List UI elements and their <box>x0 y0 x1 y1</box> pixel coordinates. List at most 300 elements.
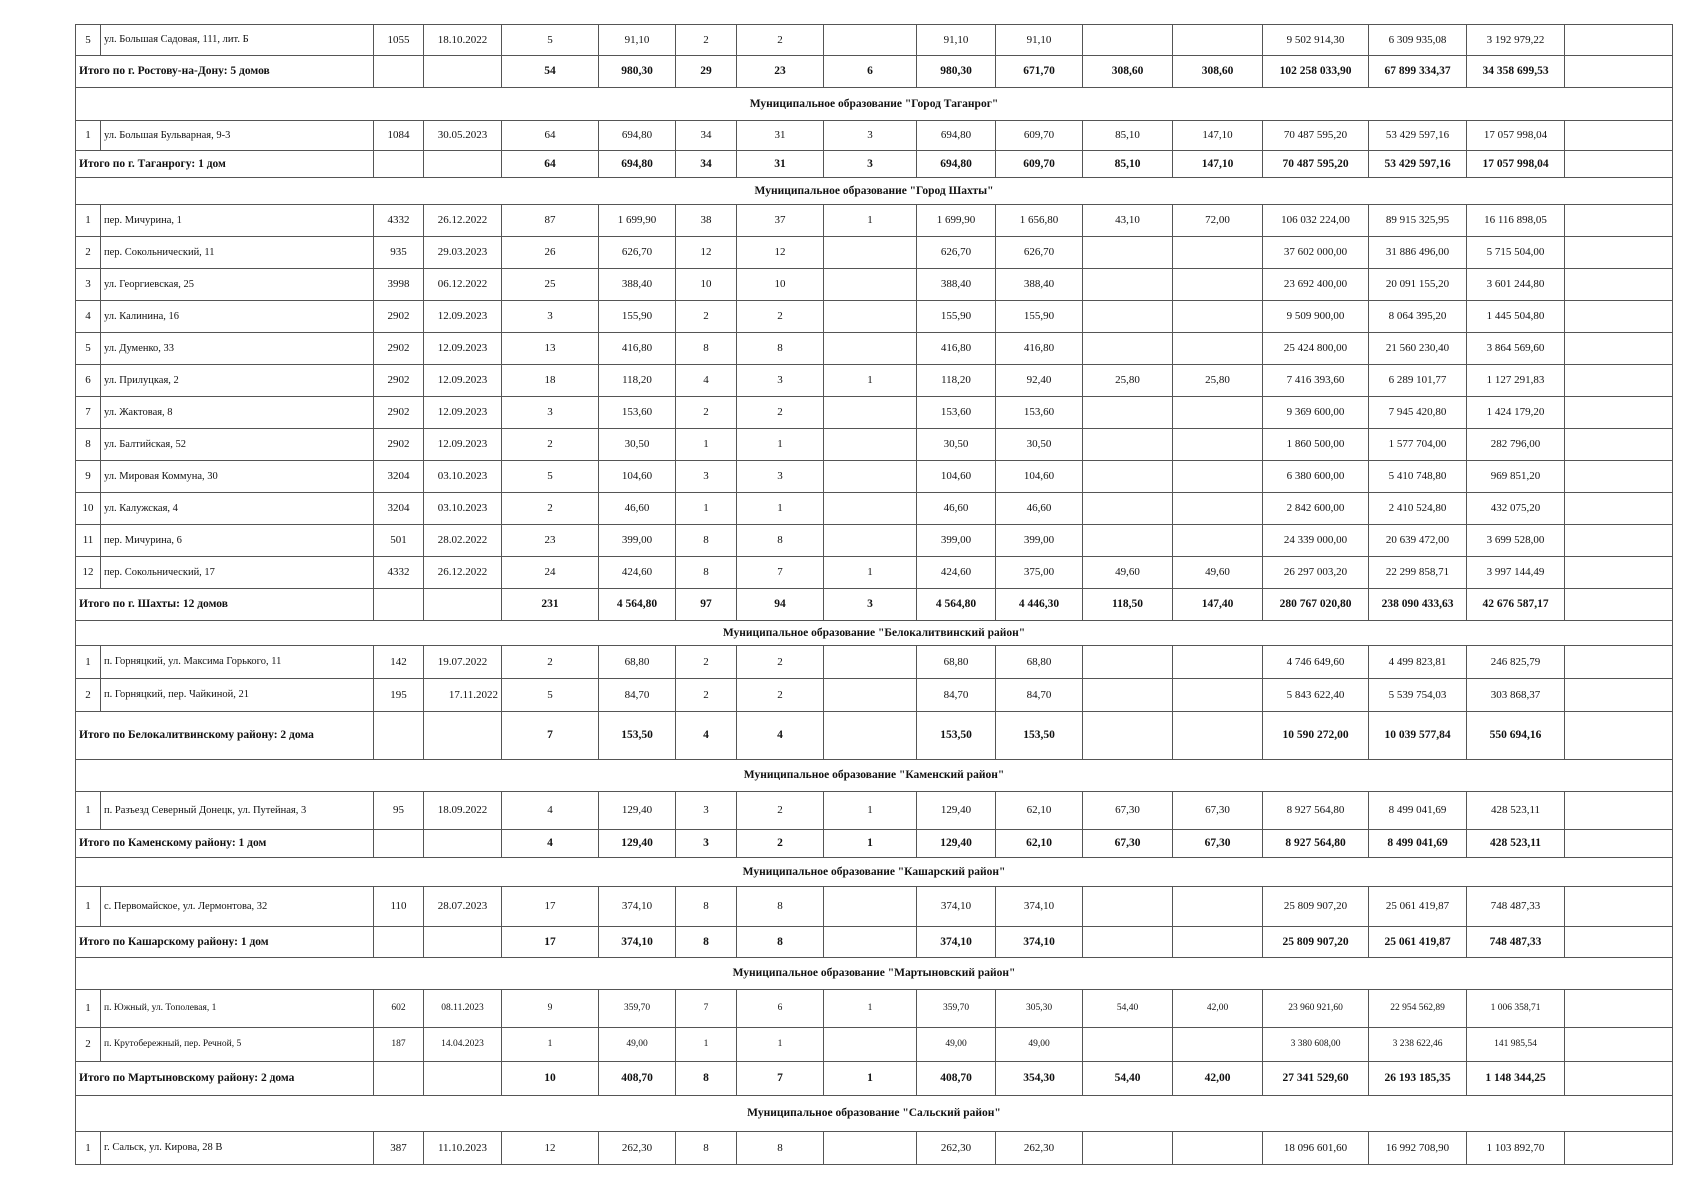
total-cell: 7 <box>502 712 599 760</box>
municipality-header-row <box>76 958 1673 990</box>
table-cell <box>1173 333 1263 365</box>
table-cell: 18 096 601,60 <box>1263 1132 1369 1165</box>
table-cell <box>1173 397 1263 429</box>
table-cell: 14.04.2023 <box>424 1028 502 1062</box>
table-cell: 3204 <box>374 461 424 493</box>
total-row <box>76 56 1673 88</box>
address-cell: ул. Прилуцкая, 2 <box>101 365 374 397</box>
table-cell: 68,80 <box>599 646 676 679</box>
total-cell <box>424 712 502 760</box>
total-cell: 67,30 <box>1173 830 1263 858</box>
table-cell: 8 <box>676 333 737 365</box>
municipality-header-row <box>76 88 1673 121</box>
table-cell <box>1173 25 1263 56</box>
municipality-header-row <box>76 858 1673 887</box>
table-cell: 2 <box>676 301 737 333</box>
table-cell: 1 103 892,70 <box>1467 1132 1565 1165</box>
table-row <box>76 205 1673 237</box>
table-row <box>76 679 1673 712</box>
table-cell: 1 <box>676 493 737 525</box>
municipality-header-row <box>76 1096 1673 1132</box>
table-cell: 187 <box>374 1028 424 1062</box>
table-cell: 262,30 <box>599 1132 676 1165</box>
table-cell <box>824 333 917 365</box>
table-cell: 62,10 <box>996 792 1083 830</box>
table-cell: 1084 <box>374 121 424 151</box>
table-cell: 18.09.2022 <box>424 792 502 830</box>
total-cell <box>374 927 424 958</box>
table-cell: 4 <box>502 792 599 830</box>
table-cell: 388,40 <box>599 269 676 301</box>
table-cell: 416,80 <box>996 333 1083 365</box>
table-cell <box>1565 25 1673 56</box>
housing-table <box>75 24 1673 1165</box>
table-cell: 12.09.2023 <box>424 301 502 333</box>
table-cell: 2902 <box>374 301 424 333</box>
table-cell: 1 <box>824 365 917 397</box>
table-row <box>76 792 1673 830</box>
total-row <box>76 712 1673 760</box>
table-cell: 6 380 600,00 <box>1263 461 1369 493</box>
row-number: 5 <box>76 25 101 56</box>
total-cell <box>1565 712 1673 760</box>
total-cell: 118,50 <box>1083 589 1173 621</box>
table-cell <box>1565 269 1673 301</box>
total-cell: 694,80 <box>917 151 996 178</box>
total-cell <box>424 589 502 621</box>
table-cell: 153,60 <box>996 397 1083 429</box>
table-cell: 53 429 597,16 <box>1369 121 1467 151</box>
table-cell: 46,60 <box>996 493 1083 525</box>
table-cell <box>1083 679 1173 712</box>
table-cell: 8 <box>676 1132 737 1165</box>
table-cell <box>1565 365 1673 397</box>
table-cell: 46,60 <box>917 493 996 525</box>
table-cell: 153,60 <box>917 397 996 429</box>
row-number: 2 <box>76 237 101 269</box>
total-cell <box>1173 712 1263 760</box>
table-cell: 1 <box>824 205 917 237</box>
table-cell <box>1565 429 1673 461</box>
table-cell: 2 <box>737 25 824 56</box>
table-cell: 16 116 898,05 <box>1467 205 1565 237</box>
table-cell <box>1173 646 1263 679</box>
table-cell: 22 954 562,89 <box>1369 990 1467 1028</box>
table-row <box>76 269 1673 301</box>
row-number: 5 <box>76 333 101 365</box>
total-cell <box>374 1062 424 1096</box>
table-cell: 1 127 291,83 <box>1467 365 1565 397</box>
total-label: Итого по г. Шахты: 12 домов <box>76 589 374 621</box>
total-cell <box>424 830 502 858</box>
table-cell: 42,00 <box>1173 990 1263 1028</box>
total-cell: 17 057 998,04 <box>1467 151 1565 178</box>
table-cell <box>1565 237 1673 269</box>
table-cell <box>824 493 917 525</box>
total-cell: 8 499 041,69 <box>1369 830 1467 858</box>
table-cell: 2 410 524,80 <box>1369 493 1467 525</box>
total-cell: 238 090 433,63 <box>1369 589 1467 621</box>
table-cell: 28.02.2022 <box>424 525 502 557</box>
municipality-header-row <box>76 621 1673 646</box>
table-cell: 26 297 003,20 <box>1263 557 1369 589</box>
table-cell <box>1565 557 1673 589</box>
total-cell: 17 <box>502 927 599 958</box>
table-cell <box>1565 990 1673 1028</box>
table-cell: 5 843 622,40 <box>1263 679 1369 712</box>
table-cell: 7 416 393,60 <box>1263 365 1369 397</box>
table-cell: 23 960 921,60 <box>1263 990 1369 1028</box>
table-cell <box>1083 1028 1173 1062</box>
address-cell: г. Сальск, ул. Кирова, 28 В <box>101 1132 374 1165</box>
table-cell: 3 <box>502 301 599 333</box>
table-cell: 12 <box>676 237 737 269</box>
table-cell: 3 <box>676 792 737 830</box>
table-cell: 23 692 400,00 <box>1263 269 1369 301</box>
municipality-header: Муниципальное образование "Белокалитвинский район" <box>76 621 1673 646</box>
table-cell: 3 997 144,49 <box>1467 557 1565 589</box>
municipality-header: Муниципальное образование "Каменский район" <box>76 760 1673 792</box>
table-cell <box>1173 525 1263 557</box>
total-cell: 980,30 <box>599 56 676 88</box>
table-cell: 8 <box>676 525 737 557</box>
table-cell: 08.11.2023 <box>424 990 502 1028</box>
total-row <box>76 927 1673 958</box>
table-cell: 68,80 <box>996 646 1083 679</box>
address-cell: пер. Сокольнический, 11 <box>101 237 374 269</box>
address-cell: пер. Мичурина, 1 <box>101 205 374 237</box>
table-cell: 17 057 998,04 <box>1467 121 1565 151</box>
table-cell: 388,40 <box>917 269 996 301</box>
table-cell: 428 523,11 <box>1467 792 1565 830</box>
table-cell: 70 487 595,20 <box>1263 121 1369 151</box>
table-cell: 22 299 858,71 <box>1369 557 1467 589</box>
table-cell: 12.09.2023 <box>424 397 502 429</box>
row-number: 1 <box>76 1132 101 1165</box>
table-cell: 3 380 608,00 <box>1263 1028 1369 1062</box>
table-cell: 30.05.2023 <box>424 121 502 151</box>
total-cell: 67 899 334,37 <box>1369 56 1467 88</box>
table-cell <box>1173 887 1263 927</box>
table-cell <box>1565 1028 1673 1062</box>
table-cell: 12 <box>502 1132 599 1165</box>
table-cell: 2902 <box>374 333 424 365</box>
table-cell: 3 238 622,46 <box>1369 1028 1467 1062</box>
table-cell: 49,00 <box>599 1028 676 1062</box>
table-cell: 282 796,00 <box>1467 429 1565 461</box>
table-cell <box>824 525 917 557</box>
table-cell: 303 868,37 <box>1467 679 1565 712</box>
table-cell: 28.07.2023 <box>424 887 502 927</box>
total-cell: 374,10 <box>996 927 1083 958</box>
table-cell: 147,10 <box>1173 121 1263 151</box>
total-cell <box>424 1062 502 1096</box>
table-cell: 3 <box>502 397 599 429</box>
table-cell: 3 699 528,00 <box>1467 525 1565 557</box>
table-cell: 8 <box>737 887 824 927</box>
row-number: 7 <box>76 397 101 429</box>
table-row <box>76 887 1673 927</box>
total-cell: 4 <box>737 712 824 760</box>
table-cell: 06.12.2022 <box>424 269 502 301</box>
table-cell: 3 <box>737 365 824 397</box>
total-cell: 94 <box>737 589 824 621</box>
table-cell: 3998 <box>374 269 424 301</box>
table-cell: 155,90 <box>917 301 996 333</box>
table-cell: 1055 <box>374 25 424 56</box>
table-cell: 1 <box>824 557 917 589</box>
table-cell: 246 825,79 <box>1467 646 1565 679</box>
table-cell: 29.03.2023 <box>424 237 502 269</box>
total-cell: 85,10 <box>1083 151 1173 178</box>
municipality-header-row <box>76 178 1673 205</box>
table-cell: 85,10 <box>1083 121 1173 151</box>
table-row <box>76 333 1673 365</box>
table-cell <box>1173 1132 1263 1165</box>
table-cell: 969 851,20 <box>1467 461 1565 493</box>
municipality-header: Муниципальное образование "Город Таганрог" <box>76 88 1673 121</box>
total-cell: 62,10 <box>996 830 1083 858</box>
table-cell <box>824 269 917 301</box>
table-cell: 8 <box>676 557 737 589</box>
table-cell: 374,10 <box>599 887 676 927</box>
total-cell: 4 564,80 <box>917 589 996 621</box>
total-cell: 34 358 699,53 <box>1467 56 1565 88</box>
municipality-header: Муниципальное образование "Кашарский район" <box>76 858 1673 887</box>
table-cell: 17.11.2022 <box>424 679 502 712</box>
table-cell <box>824 25 917 56</box>
table-cell: 424,60 <box>917 557 996 589</box>
table-cell: 37 602 000,00 <box>1263 237 1369 269</box>
table-cell: 91,10 <box>599 25 676 56</box>
table-cell: 1 006 358,71 <box>1467 990 1565 1028</box>
total-cell <box>374 56 424 88</box>
total-cell: 27 341 529,60 <box>1263 1062 1369 1096</box>
table-cell: 374,10 <box>917 887 996 927</box>
address-cell: п. Горняцкий, ул. Максима Горького, 11 <box>101 646 374 679</box>
address-cell: пер. Сокольнический, 17 <box>101 557 374 589</box>
table-cell: 153,60 <box>599 397 676 429</box>
table-cell: 91,10 <box>917 25 996 56</box>
table-cell: 67,30 <box>1173 792 1263 830</box>
row-number: 1 <box>76 205 101 237</box>
row-number: 1 <box>76 990 101 1028</box>
total-cell: 4 446,30 <box>996 589 1083 621</box>
total-cell <box>1083 927 1173 958</box>
table-cell: 20 639 472,00 <box>1369 525 1467 557</box>
total-cell: 10 039 577,84 <box>1369 712 1467 760</box>
address-cell: ул. Калинина, 16 <box>101 301 374 333</box>
table-cell: 10 <box>676 269 737 301</box>
table-cell <box>824 301 917 333</box>
total-cell <box>424 927 502 958</box>
row-number: 3 <box>76 269 101 301</box>
table-cell: 2 <box>676 25 737 56</box>
table-cell: 72,00 <box>1173 205 1263 237</box>
table-cell <box>824 237 917 269</box>
total-cell: 4 <box>676 712 737 760</box>
total-cell: 748 487,33 <box>1467 927 1565 958</box>
table-cell <box>824 429 917 461</box>
total-cell <box>424 56 502 88</box>
table-cell: 2 <box>676 397 737 429</box>
table-cell: 4 499 823,81 <box>1369 646 1467 679</box>
table-cell: 89 915 325,95 <box>1369 205 1467 237</box>
table-cell: 3 601 244,80 <box>1467 269 1565 301</box>
table-cell <box>1083 269 1173 301</box>
table-cell <box>1083 887 1173 927</box>
table-cell: 92,40 <box>996 365 1083 397</box>
table-row <box>76 493 1673 525</box>
table-cell: 2 <box>737 301 824 333</box>
row-number: 1 <box>76 887 101 927</box>
table-cell: 26.12.2022 <box>424 205 502 237</box>
table-cell: 5 <box>502 25 599 56</box>
table-cell: 12 <box>737 237 824 269</box>
table-cell: 2902 <box>374 397 424 429</box>
table-cell: 359,70 <box>917 990 996 1028</box>
table-cell: 5 <box>502 679 599 712</box>
table-cell: 25,80 <box>1083 365 1173 397</box>
table-cell: 6 <box>737 990 824 1028</box>
table-cell: 602 <box>374 990 424 1028</box>
table-row <box>76 237 1673 269</box>
table-cell: 19.07.2022 <box>424 646 502 679</box>
total-cell: 694,80 <box>599 151 676 178</box>
total-cell <box>1565 56 1673 88</box>
table-row <box>76 25 1673 56</box>
total-cell <box>374 712 424 760</box>
table-cell <box>824 887 917 927</box>
table-cell: 26 <box>502 237 599 269</box>
table-cell <box>1083 493 1173 525</box>
total-cell <box>824 927 917 958</box>
table-cell: 129,40 <box>599 792 676 830</box>
address-cell: ул. Большая Бульварная, 9-3 <box>101 121 374 151</box>
table-cell: 30,50 <box>917 429 996 461</box>
table-cell: 20 091 155,20 <box>1369 269 1467 301</box>
table-cell: 4332 <box>374 557 424 589</box>
table-cell <box>1565 646 1673 679</box>
table-cell: 3 <box>824 121 917 151</box>
total-cell: 671,70 <box>996 56 1083 88</box>
municipality-header-row <box>76 760 1673 792</box>
table-cell: 12.09.2023 <box>424 429 502 461</box>
table-cell: 24 339 000,00 <box>1263 525 1369 557</box>
table-cell: 8 064 395,20 <box>1369 301 1467 333</box>
table-cell: 21 560 230,40 <box>1369 333 1467 365</box>
table-cell: 64 <box>502 121 599 151</box>
address-cell: ул. Балтийская, 52 <box>101 429 374 461</box>
municipality-header: Муниципальное образование "Сальский район" <box>76 1096 1673 1132</box>
table-cell <box>1565 301 1673 333</box>
table-cell <box>1565 525 1673 557</box>
table-cell: 374,10 <box>996 887 1083 927</box>
row-number: 10 <box>76 493 101 525</box>
table-cell: 3 192 979,22 <box>1467 25 1565 56</box>
total-cell: 26 193 185,35 <box>1369 1062 1467 1096</box>
address-cell: ул. Калужская, 4 <box>101 493 374 525</box>
address-cell: ул. Мировая Коммуна, 30 <box>101 461 374 493</box>
table-cell <box>1173 493 1263 525</box>
table-cell: 1 860 500,00 <box>1263 429 1369 461</box>
total-label: Итого по г. Ростову-на-Дону: 5 домов <box>76 56 374 88</box>
total-cell: 147,40 <box>1173 589 1263 621</box>
table-cell: 2902 <box>374 429 424 461</box>
table-cell: 7 945 420,80 <box>1369 397 1467 429</box>
total-cell: 980,30 <box>917 56 996 88</box>
table-cell: 1 699,90 <box>917 205 996 237</box>
table-cell: 9 509 900,00 <box>1263 301 1369 333</box>
table-cell: 91,10 <box>996 25 1083 56</box>
table-cell: 1 <box>824 792 917 830</box>
table-cell: 501 <box>374 525 424 557</box>
table-cell: 5 715 504,00 <box>1467 237 1565 269</box>
table-cell: 142 <box>374 646 424 679</box>
table-cell: 49,00 <box>917 1028 996 1062</box>
total-cell: 29 <box>676 56 737 88</box>
total-label: Итого по Мартыновскому району: 2 дома <box>76 1062 374 1096</box>
table-cell: 2 <box>502 646 599 679</box>
table-cell: 9 <box>502 990 599 1028</box>
total-cell: 153,50 <box>917 712 996 760</box>
table-cell: 1 <box>737 493 824 525</box>
table-cell: 03.10.2023 <box>424 493 502 525</box>
table-cell: 155,90 <box>599 301 676 333</box>
table-cell <box>824 1132 917 1165</box>
total-cell: 231 <box>502 589 599 621</box>
table-cell <box>1083 333 1173 365</box>
total-cell: 129,40 <box>599 830 676 858</box>
table-cell: 195 <box>374 679 424 712</box>
table-row <box>76 461 1673 493</box>
table-cell: 34 <box>676 121 737 151</box>
total-cell: 8 <box>737 927 824 958</box>
table-cell: 1 <box>824 990 917 1028</box>
total-cell: 6 <box>824 56 917 88</box>
table-cell <box>1173 429 1263 461</box>
table-cell: 305,30 <box>996 990 1083 1028</box>
table-cell: 25 424 800,00 <box>1263 333 1369 365</box>
table-cell: 3 864 569,60 <box>1467 333 1565 365</box>
table-cell: 416,80 <box>917 333 996 365</box>
table-cell: 1 <box>737 429 824 461</box>
table-cell: 1 424 179,20 <box>1467 397 1565 429</box>
table-cell: 4 <box>676 365 737 397</box>
table-cell: 49,00 <box>996 1028 1083 1062</box>
table-cell: 68,80 <box>917 646 996 679</box>
total-cell <box>1565 1062 1673 1096</box>
table-cell: 24 <box>502 557 599 589</box>
table-cell: 2 <box>737 679 824 712</box>
table-cell: 17 <box>502 887 599 927</box>
table-cell: 8 927 564,80 <box>1263 792 1369 830</box>
total-cell: 8 <box>676 1062 737 1096</box>
table-cell <box>1565 1132 1673 1165</box>
row-number: 12 <box>76 557 101 589</box>
total-cell <box>374 830 424 858</box>
address-cell: п. Южный, ул. Тополевая, 1 <box>101 990 374 1028</box>
table-cell: 26.12.2022 <box>424 557 502 589</box>
table-cell: 694,80 <box>599 121 676 151</box>
total-cell <box>374 151 424 178</box>
total-row <box>76 151 1673 178</box>
total-cell: 308,60 <box>1173 56 1263 88</box>
total-cell: 10 590 272,00 <box>1263 712 1369 760</box>
table-cell: 106 032 224,00 <box>1263 205 1369 237</box>
table-cell: 110 <box>374 887 424 927</box>
table-cell <box>1173 1028 1263 1062</box>
